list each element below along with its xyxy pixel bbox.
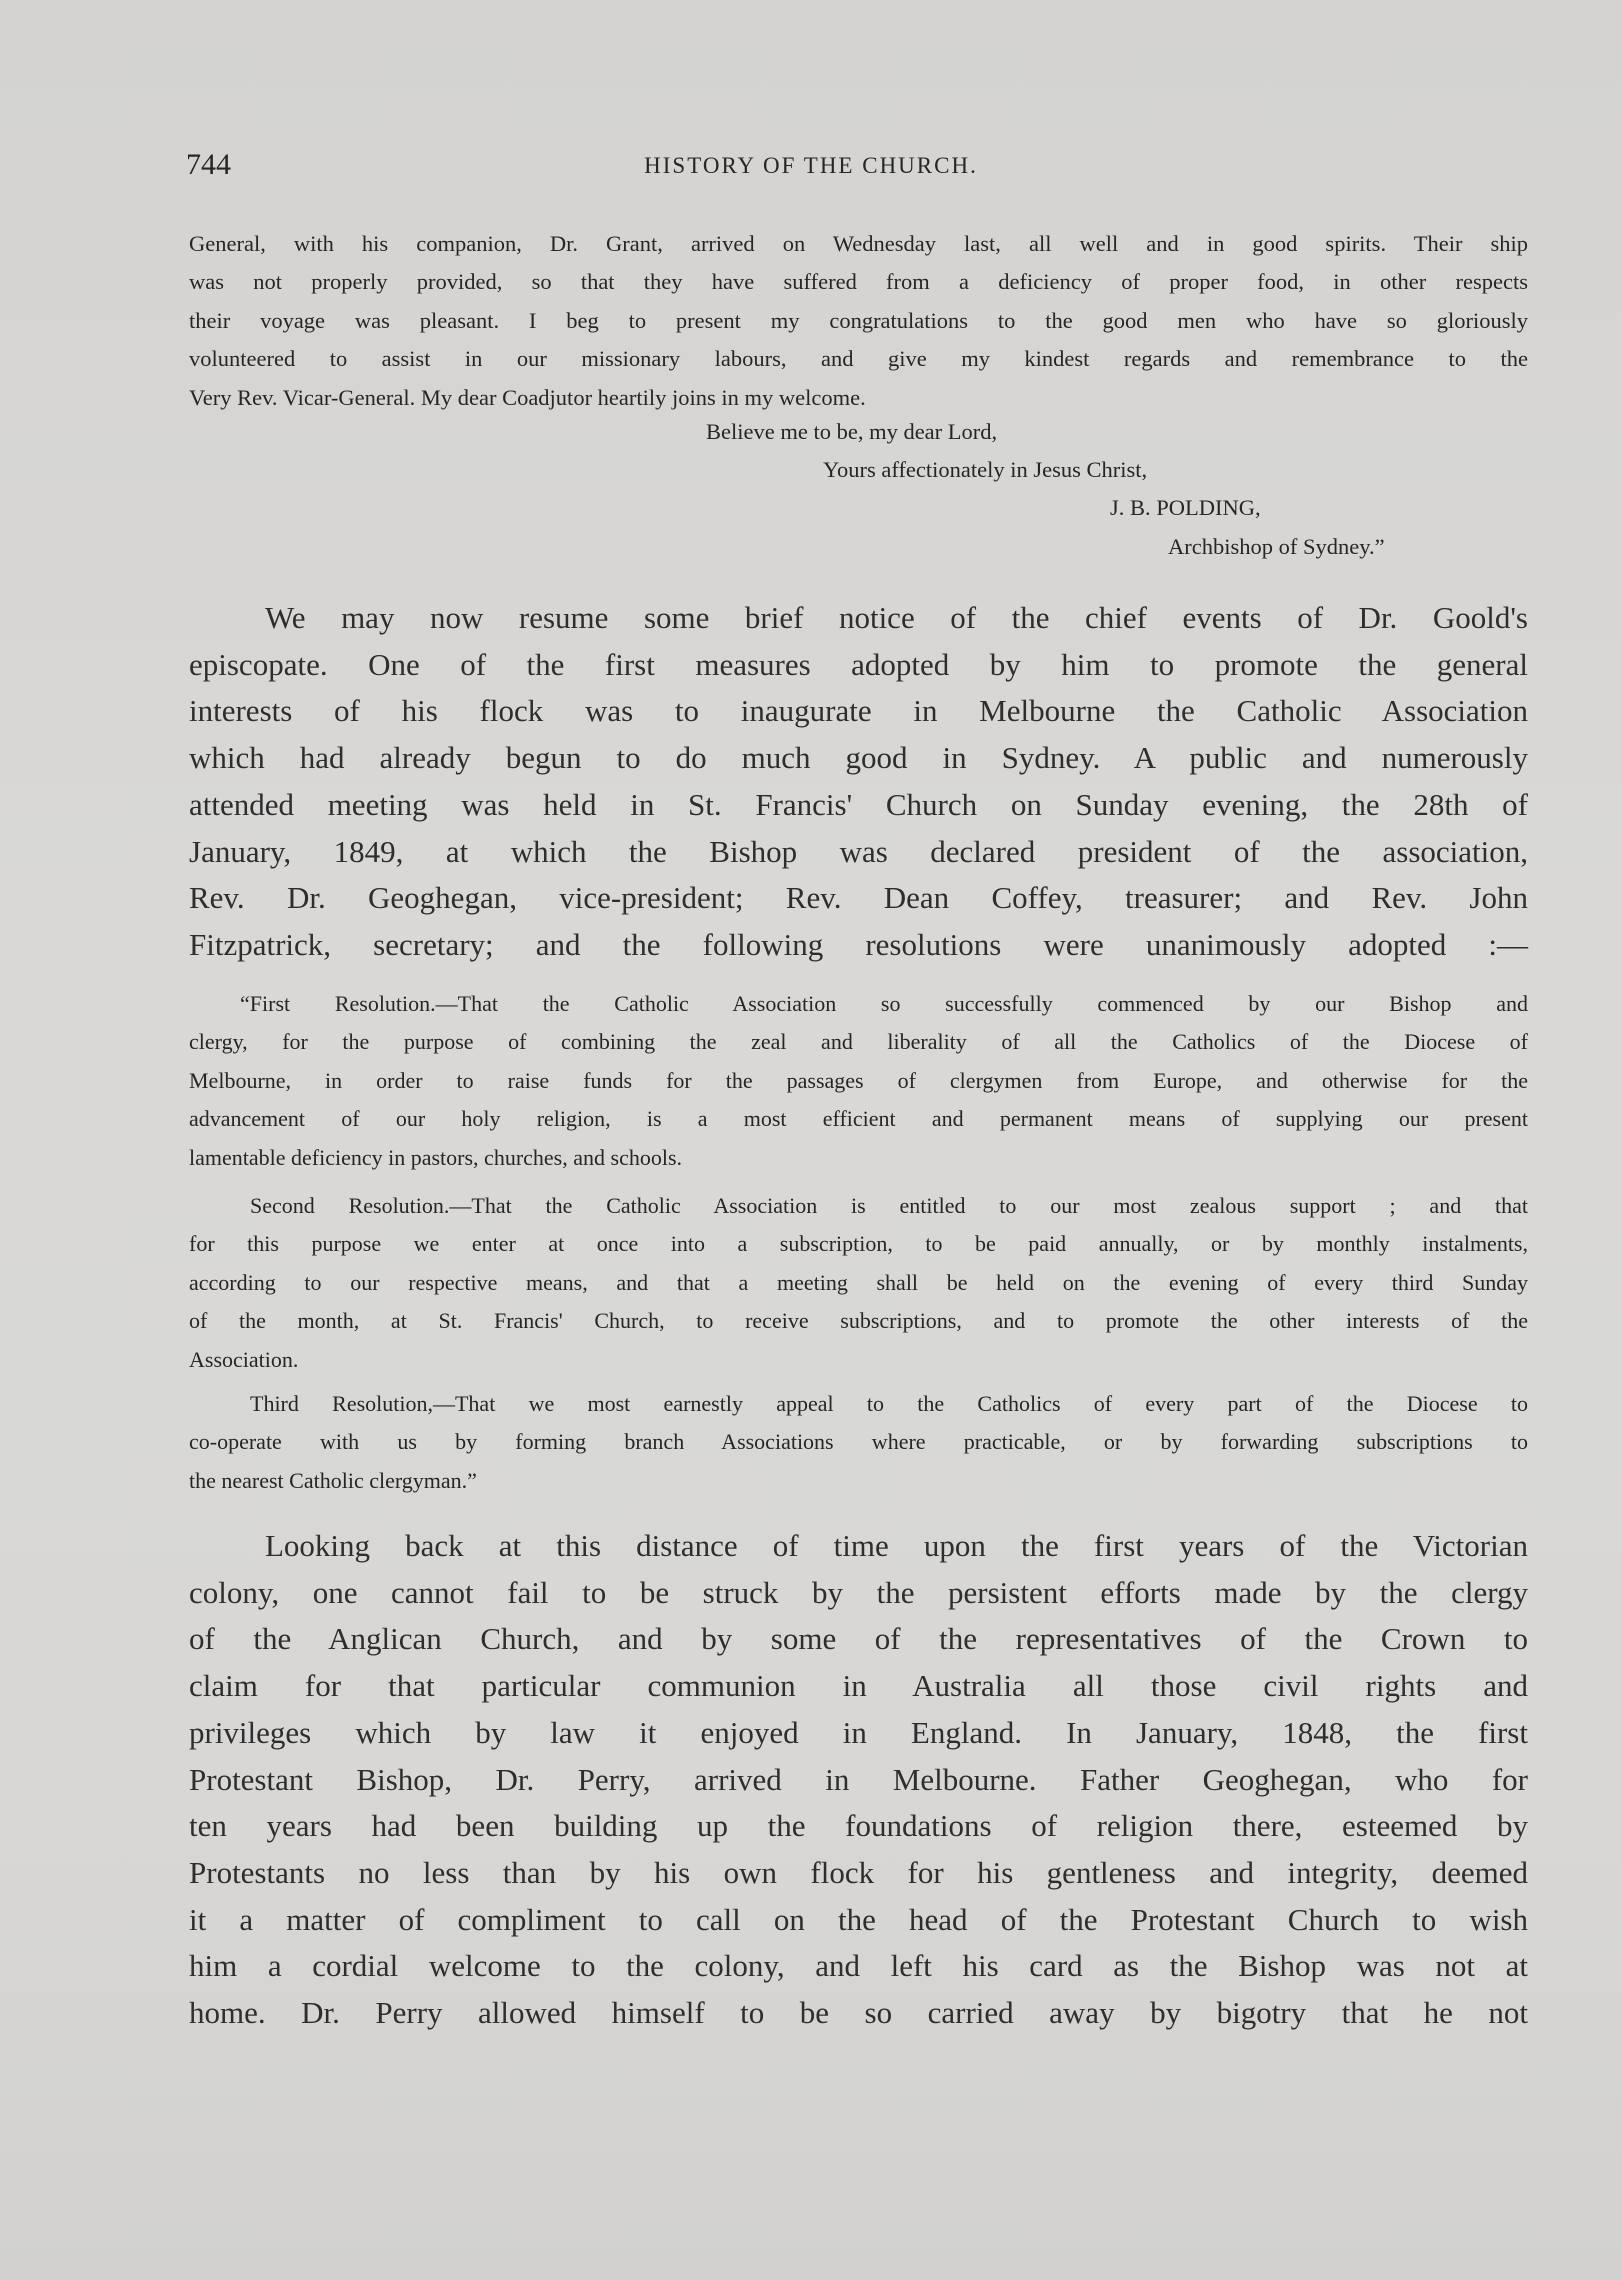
text-line: for this purpose we enter at once into a subscription, to be paid annually, or by monthly instalments, (189, 1231, 1528, 1257)
text-line: their voyage was pleasant. I beg to present my congratulations to the good men who have so gloriously (189, 307, 1528, 333)
text-line: Looking back at this distance of time upon the first years of the Victorian (265, 1528, 1528, 1563)
paragraph-2 (189, 1523, 1528, 2037)
running-title: HISTORY OF THE CHURCH. (644, 153, 978, 178)
paragraph-1 (189, 595, 1528, 969)
text-line: home. Dr. Perry allowed himself to be so carried away by bigotry that he not (189, 1995, 1528, 2031)
text-line: We may now resume some brief notice of the chief events of Dr. Goold's (265, 600, 1528, 635)
text-line: Third Resolution,—That we most earnestly appeal to the Catholics of every part of the Diocese to (250, 1391, 1528, 1416)
letter-body (189, 225, 1528, 417)
letter-signature: J. B. POLDING, (1110, 495, 1261, 520)
letter-signatory-title: Archbishop of Sydney.” (1168, 534, 1385, 559)
text-line: lamentable deficiency in pastors, churches, and schools. (189, 1144, 683, 1170)
text-line: colony, one cannot fail to be struck by the persistent efforts made by the clergy (189, 1574, 1528, 1610)
resolution-third (189, 1385, 1528, 1500)
text-line: him a cordial welcome to the colony, and left his card as the Bishop was not at (189, 1948, 1528, 1984)
letter-valediction: Yours affectionately in Jesus Christ, (823, 457, 1148, 482)
text-line: episcopate. One of the first measures adopted by him to promote the general (189, 646, 1528, 682)
text-line: Fitzpatrick, secretary; and the following resolutions were unanimously adopted :— (189, 926, 1528, 962)
resolution-first (189, 985, 1528, 1177)
text-line: Rev. Dr. Geoghegan, vice-president; Rev. Dean Coffey, treasurer; and Rev. John (189, 880, 1528, 916)
text-line: of the month, at St. Francis' Church, to receive subscriptions, and to promote the other interests of the (189, 1308, 1528, 1334)
text-line: Melbourne, in order to raise funds for the passages of clergymen from Europe, and otherwise for the (189, 1067, 1528, 1093)
text-line: claim for that particular communion in Australia all those civil rights and (189, 1668, 1528, 1704)
text-line: General, with his companion, Dr. Grant, arrived on Wednesday last, all well and in good spirits. Their ship (189, 231, 1528, 256)
text-line: volunteered to assist in our missionary labours, and give my kindest regards and remembrance to the (189, 346, 1528, 372)
text-line: Protestants no less than by his own flock for his gentleness and integrity, deemed (189, 1854, 1528, 1890)
text-line: Second Resolution.—That the Catholic Association is entitled to our most zealous support ; and that (250, 1193, 1528, 1218)
text-line: of the Anglican Church, and by some of the representatives of the Crown to (189, 1621, 1528, 1657)
text-line: co-operate with us by forming branch Associations where practicable, or by forwarding subscriptions to (189, 1429, 1528, 1455)
letter-closing: Believe me to be, my dear Lord, (706, 419, 998, 444)
text-line: it a matter of compliment to call on the head of the Protestant Church to wish (189, 1901, 1528, 1937)
text-line: ten years had been building up the foundations of religion there, esteemed by (189, 1808, 1528, 1844)
text-line: clergy, for the purpose of combining the zeal and liberality of all the Catholics of the Diocese of (189, 1029, 1528, 1055)
text-line: according to our respective means, and that a meeting shall be held on the evening of every third Sunday (189, 1269, 1528, 1295)
text-line: attended meeting was held in St. Francis' Church on Sunday evening, the 28th of (189, 786, 1528, 822)
text-line: advancement of our holy religion, is a most efficient and permanent means of supplying our present (189, 1106, 1528, 1132)
page-number: 744 (186, 148, 231, 181)
resolution-second (189, 1187, 1528, 1379)
text-line: privileges which by law it enjoyed in England. In January, 1848, the first (189, 1714, 1528, 1750)
text-line: Very Rev. Vicar-General. My dear Coadjutor heartily joins in my welcome. (189, 384, 866, 410)
text-line: interests of his flock was to inaugurate in Melbourne the Catholic Association (189, 693, 1528, 729)
text-line: Association. (189, 1346, 299, 1372)
text-line: was not properly provided, so that they have suffered from a deficiency of proper food, in other respects (189, 269, 1528, 295)
text-line: “First Resolution.—That the Catholic Association so successfully commenced by our Bishop and (240, 991, 1528, 1016)
text-line: the nearest Catholic clergyman.” (189, 1467, 477, 1493)
text-line: which had already begun to do much good in Sydney. A public and numerously (189, 740, 1528, 776)
text-line: January, 1849, at which the Bishop was declared president of the association, (189, 833, 1528, 869)
text-line: Protestant Bishop, Dr. Perry, arrived in Melbourne. Father Geoghegan, who for (189, 1761, 1528, 1797)
